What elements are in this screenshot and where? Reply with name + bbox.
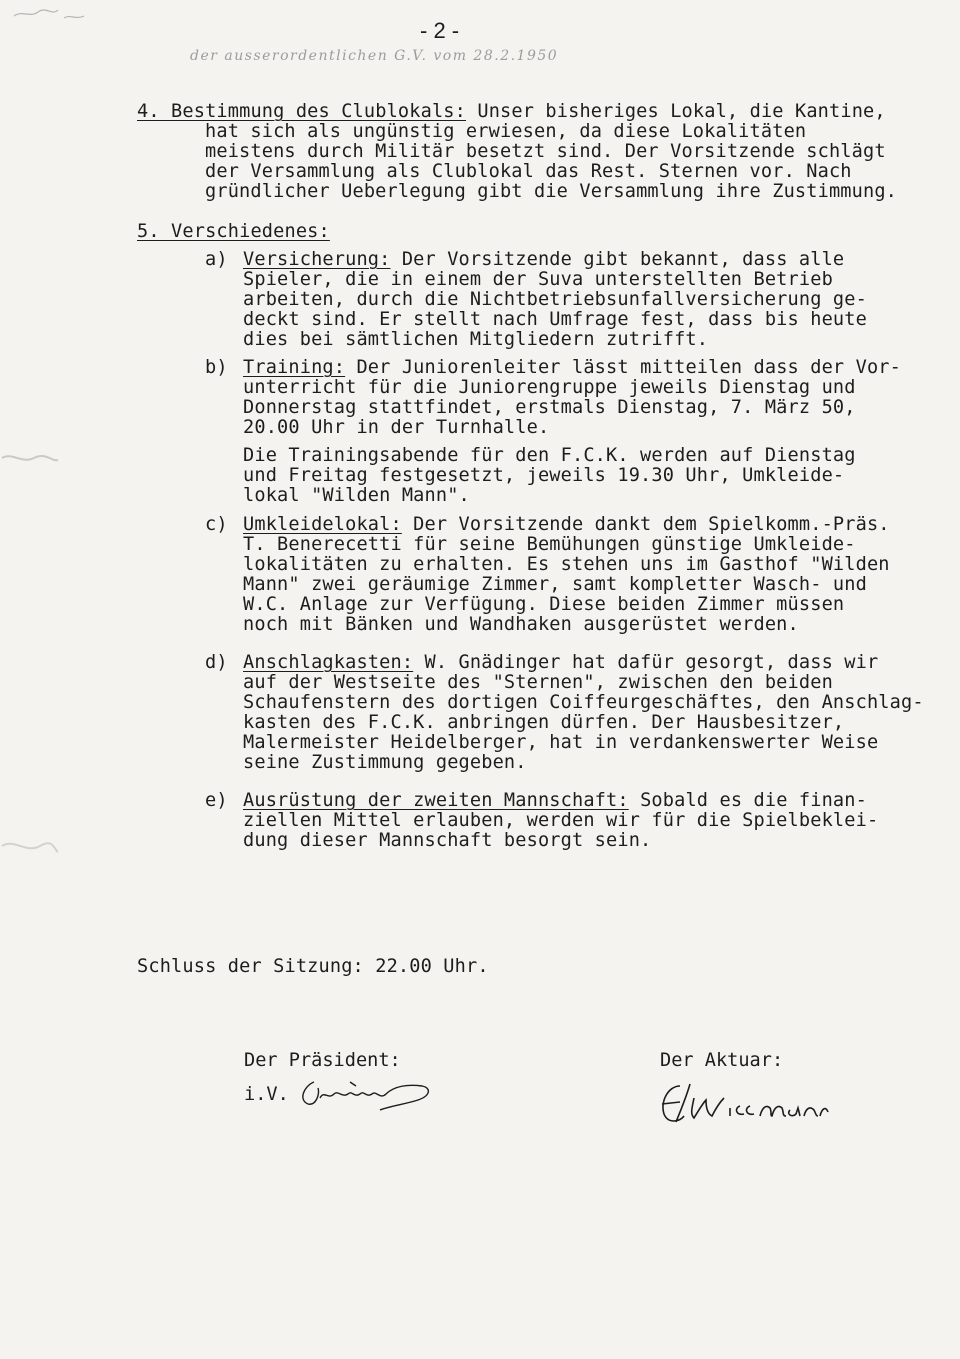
item-5d-line: seine Zustimmung gegeben. [243,752,527,773]
item-5d-line: kasten des F.C.K. anbringen dürfen. Der Hausbesitzer, [243,712,845,733]
item-5e-line: dung dieser Mannschaft besorgt sein. [243,830,652,851]
item-4-line: meistens durch Militär besetzt sind. Der Vorsitzende schlägt [205,141,886,162]
president-prefix: i.V. [244,1084,289,1105]
corner-scribble-mark [12,4,92,24]
item-5e-title: Ausrüstung der zweiten Mannschaft: [243,790,629,811]
item-5d-line: W. Gnädinger hat dafür gesorgt, dass wir [413,652,879,673]
item-4-line: Unser bisheriges Lokal, die Kantine, [466,101,886,122]
item-5c-line: Mann" zwei geräumige Zimmer, samt kompletter Wasch- und [243,574,867,595]
secretary-label: Der Aktuar: [660,1050,784,1071]
item-5c-title: Umkleidelokal: [243,514,402,535]
item-4-heading: 4. Bestimmung des Clublokals: [137,101,466,122]
item-5c-first-line [243,515,890,535]
closing-line: Schluss der Sitzung: 22.00 Uhr. [137,956,489,977]
secretary-signature [650,1078,830,1130]
item-5b-first-line [243,358,901,378]
item-5c-line: Der Vorsitzende dankt dem Spielkomm.-Präs. [401,514,890,535]
item-4-line: der Versammlung als Clublokal das Rest. Sternen vor. Nach [205,161,852,182]
item-5b-line: Donnerstag stattfindet, erstmals Dienstag, 7. März 50, [243,397,856,418]
item-5d-marker: d) [205,652,228,673]
item-5b-line: unterricht für die Juniorengruppe jeweils Dienstag und [243,377,856,398]
item-5b-line: Die Trainingsabende für den F.C.K. werden auf Dienstag [243,445,856,466]
item-5a-line: Spieler, die in einem der Suva unterstellten Betrieb [243,269,833,290]
item-5b-line: lokal "Wilden Mann". [243,485,470,506]
item-5-heading: 5. Verschiedenes: [137,221,330,242]
item-5d-line: auf der Westseite des "Sternen", zwischen den beiden [243,672,833,693]
item-5e-marker: e) [205,790,228,811]
item-5a-line: dies bei sämtlichen Mitgliedern zutrifft. [243,329,709,350]
item-5b-line: Der Juniorenleiter lässt mitteilen dass der Vor- [345,357,901,378]
item-5c-line: W.C. Anlage zur Verfügung. Diese beiden Zimmer müssen [243,594,845,615]
item-5a-line: arbeiten, durch die Nichtbetriebsunfallversicherung ge- [243,289,867,310]
item-4-line: gründlicher Ueberlegung gibt die Versammlung ihre Zustimmung. [205,181,898,202]
item-5d-line: Malermeister Heidelberger, hat in verdankenswerter Weise [243,732,879,753]
item-5c-marker: c) [205,514,228,535]
item-5c-line: lokalitäten zu erhalten. Es stehen uns im Gasthof "Wilden [243,554,890,575]
item-5a-line: Der Vorsitzende gibt bekannt, dass alle [390,249,845,270]
president-signature [290,1072,440,1114]
paper-fold-mark [0,828,60,868]
item-4-first-line [137,102,886,122]
item-5a-title: Versicherung: [243,249,391,270]
item-5b-title: Training: [243,357,346,378]
handwritten-note: der ausserordentlichen G.V. vom 28.2.1950 [190,48,559,64]
item-5e-line: ziellen Mittel erlauben, werden wir für die Spielbeklei- [243,810,879,831]
item-5a-marker: a) [205,249,228,270]
item-5b-marker: b) [205,357,228,378]
item-5c-line: T. Benerecetti für seine Bemühungen günstige Umkleide- [243,534,856,555]
item-5b-line: und Freitag festgesetzt, jeweils 19.30 Uhr, Umkleide- [243,465,845,486]
item-5a-line: deckt sind. Er stellt nach Umfrage fest, dass bis heute [243,309,867,330]
item-4-line: hat sich als ungünstig erwiesen, da diese Lokalitäten [205,121,807,142]
paper-fold-mark [0,440,60,480]
item-5b-line: 20.00 Uhr in der Turnhalle. [243,417,550,438]
item-5d-title: Anschlagkasten: [243,652,414,673]
item-5d-line: Schaufenstern des dortigen Coiffeurgeschäftes, den Anschlag- [243,692,924,713]
page-number: - 2 - [420,18,460,43]
item-5c-line: noch mit Bänken und Wandhaken ausgerüstet werden. [243,614,799,635]
item-5a-first-line [243,250,844,270]
president-label: Der Präsident: [244,1050,401,1071]
item-5d-first-line [243,653,878,673]
item-5e-first-line [243,791,867,811]
item-5e-line: Sobald es die finan- [628,790,867,811]
